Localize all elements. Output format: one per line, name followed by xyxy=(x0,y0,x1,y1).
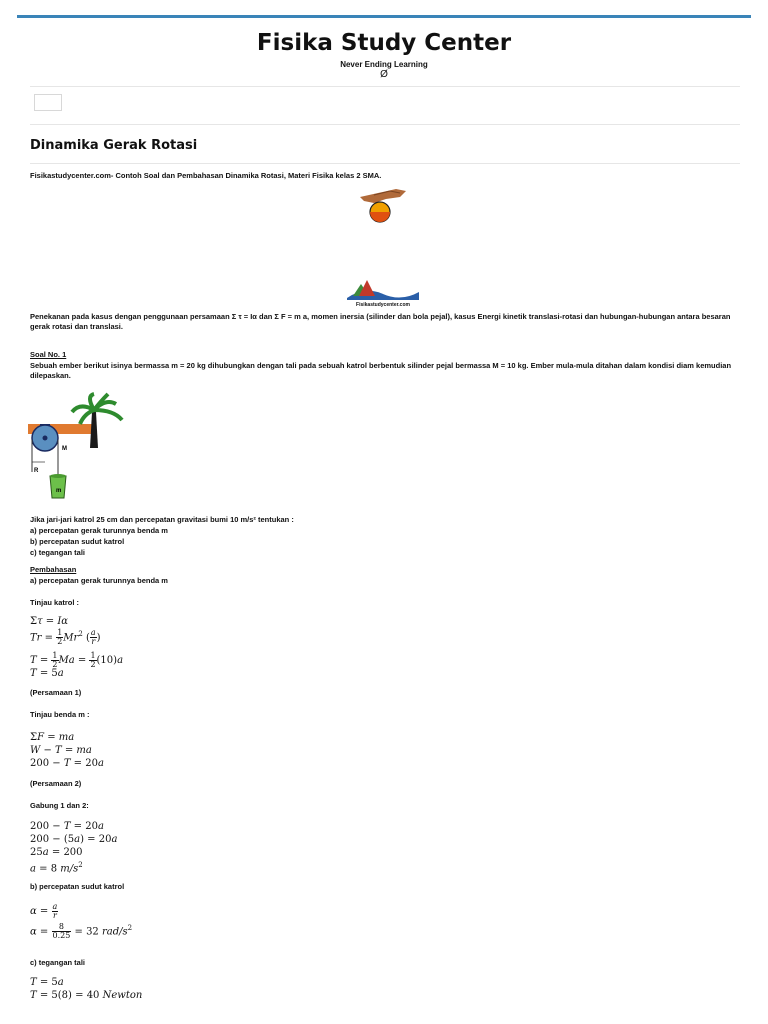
tinjau-katrol: Tinjau katrol : xyxy=(30,598,80,607)
equation: Tr = $\frac{1}{2}$ Mr$^2$ ( $\frac{a}{r}$ ) xyxy=(30,628,101,647)
equation: T = 5a xyxy=(30,668,64,679)
label-m: m xyxy=(56,488,62,494)
equation: 200 − T = 20a xyxy=(30,821,104,832)
problem-heading: Soal No. 1 xyxy=(30,350,67,359)
label-M: M xyxy=(62,446,67,452)
eq1-label: (Persamaan 1) xyxy=(30,688,82,697)
site-tagline: Never Ending Learning xyxy=(340,60,428,69)
hand-ball-illustration xyxy=(356,187,408,225)
tagline-icon: Ø xyxy=(380,69,388,80)
solution-part-a: a) percepatan gerak turunnya benda m xyxy=(30,576,168,585)
equation: T = 5(8) = 40 Newton xyxy=(30,990,143,1001)
solution-heading: Pembahasan xyxy=(30,565,77,574)
top-accent-bar xyxy=(17,15,751,18)
equation: 200 − (5a) = 20a xyxy=(30,834,118,845)
pulley-diagram xyxy=(28,392,124,510)
equation: Στ = Iα xyxy=(30,616,69,627)
equation: 25a = 200 xyxy=(30,847,83,858)
eq2-label: (Persamaan 2) xyxy=(30,779,82,788)
header-divider xyxy=(30,86,740,87)
equation: 200 − T = 20a xyxy=(30,758,104,769)
equation: ΣF = ma xyxy=(30,732,75,743)
title-divider xyxy=(30,163,740,164)
post-summary: Penekanan pada kasus dengan penggunaan persamaan Σ τ = Iα dan Σ F = m a, momen inersia (silinder dan bola pejal), kasus Energi kinetik translasi-rotasi dan hubungan-hubungan antara besaran gerak rotasi dan translasi. xyxy=(30,312,731,331)
equation: T = 5a xyxy=(30,977,64,988)
problem-statement: Sebuah ember berikut isinya bermassa m = 20 kg dihubungkan dengan tali pada sebuah katrol berbentuk silinder pejal bermassa M = 10 kg. Ember mula-mula ditahan dalam kondisi diam kemudian dilepaskan. xyxy=(30,361,732,380)
equation: α = $\frac{8}{0.25}$ = 32 rad/$s^2$ xyxy=(30,922,133,941)
equation: T = $\frac{1}{2}$ Ma = $\frac{1}{2}$ (10)a xyxy=(30,651,124,669)
logo-text: Fisikastudycenter.com xyxy=(356,302,410,308)
question-b: b) percepatan sudut katrol xyxy=(30,537,125,546)
menu-button[interactable] xyxy=(34,94,62,111)
site-title[interactable]: Fisika Study Center xyxy=(256,30,512,56)
tinjau-benda: Tinjau benda m : xyxy=(30,710,90,719)
equation: a = 8 $m/s^2$ xyxy=(30,861,83,875)
question-c: c) tegangan tali xyxy=(30,548,86,557)
solution-part-c: c) tegangan tali xyxy=(30,958,86,967)
solution-part-b: b) percepatan sudut katrol xyxy=(30,882,125,891)
label-R: R xyxy=(34,468,39,474)
question-intro: Jika jari-jari katrol 25 cm dan percepatan gravitasi bumi 10 m/s² tentukan : xyxy=(30,515,294,524)
question-a: a) percepatan gerak turunnya benda m xyxy=(30,526,168,535)
site-logo-image xyxy=(345,276,421,308)
equation: α = $\frac{a}{r}$ xyxy=(30,902,58,920)
gabung-text: Gabung 1 dan 2: xyxy=(30,801,89,810)
nav-divider xyxy=(30,124,740,125)
equation: W − T = ma xyxy=(30,745,92,756)
post-title: Dinamika Gerak Rotasi xyxy=(30,138,198,153)
post-intro: Fisikastudycenter.com- Contoh Soal dan Pembahasan Dinamika Rotasi, Materi Fisika kelas 2 SMA. xyxy=(30,171,382,180)
